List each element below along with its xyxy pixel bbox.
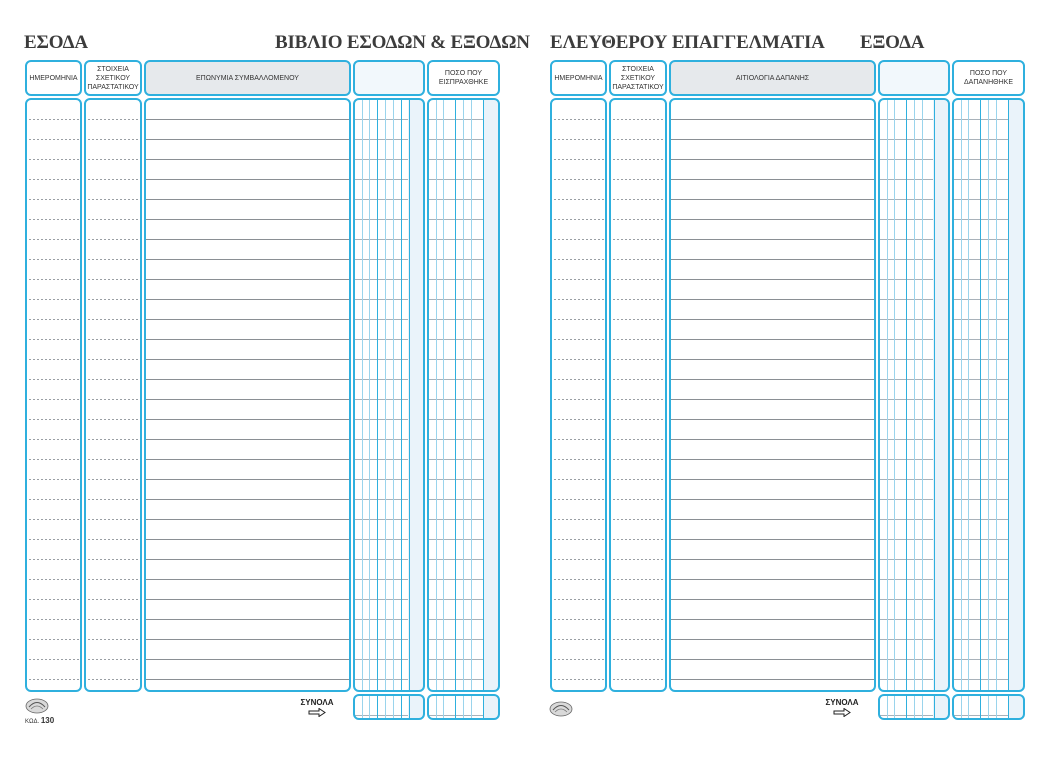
document-column-label: ΣΤΟΙΧΕΙΑ ΣΧΕΤΙΚΟΥ ΠΑΡΑΣΤΑΤΙΚΟΥ [87, 65, 139, 91]
right-document-column-label: ΣΤΟΙΧΕΙΑ ΣΧΕΤΙΚΟΥ ΠΑΡΑΣΤΑΤΙΚΟΥ [612, 65, 664, 91]
product-code-value: 130 [40, 716, 55, 725]
document-column-header [84, 60, 142, 96]
date-column-label: ΗΜΕΡΟΜΗΝΙΑ [29, 74, 78, 82]
logo-icon [25, 697, 49, 715]
amount-column-body [427, 98, 500, 692]
product-code [25, 716, 54, 725]
right-date-column-body [550, 98, 607, 692]
description-column-label: ΑΙΤΙΟΛΟΓΙΑ ΔΑΠΑΝΗΣ [735, 74, 810, 82]
right-totals-spent-box [952, 694, 1025, 720]
name-column-label: ΕΠΩΝΥΜΙΑ ΣΥΜΒΑΛΛΟΜΕΝΟΥ [196, 74, 299, 82]
right-page-title: ΕΛΕΥΘΕΡΟΥ ΕΠΑΓΓΕΛΜΑΤΙΑ [550, 32, 825, 53]
spent-column-label: ΠΟΣΟ ΠΟΥ ΔΑΠΑΝΗΘΗΚΕ [963, 70, 1014, 86]
spent-column-body [952, 98, 1025, 692]
name-column-body [144, 98, 351, 692]
expenses-title: ΕΞΟΔΑ [860, 32, 925, 53]
date-column-header [25, 60, 82, 96]
right-blank-column-header [878, 60, 950, 96]
logo-icon [549, 700, 573, 718]
right-date-column-label: ΗΜΕΡΟΜΗΝΙΑ [554, 74, 603, 82]
blank-column-header [353, 60, 425, 96]
right-blank-column-body [878, 98, 950, 692]
document-column-body [84, 98, 142, 692]
left-page-title: ΕΣΟΔΑ [24, 32, 88, 53]
right-totals [822, 698, 862, 717]
description-column-body [669, 98, 876, 692]
arrow-right-icon [833, 708, 851, 717]
left-totals-blank-box [353, 694, 425, 720]
book-title: ΒΙΒΛΙΟ ΕΣΟΔΩΝ & ΕΞΟΔΩΝ [275, 32, 530, 53]
arrow-right-icon [308, 708, 326, 717]
blank-column-body [353, 98, 425, 692]
spent-column-header [952, 60, 1025, 96]
right-document-column-header [609, 60, 667, 96]
right-date-column-header [550, 60, 607, 96]
name-column-header [144, 60, 351, 96]
date-column-body [25, 98, 82, 692]
product-code-label: ΚΩΔ. [25, 719, 40, 725]
amount-column-label: ΠΟΣΟ ΠΟΥ ΕΙΣΠΡΑΧΘΗΚΕ [438, 70, 489, 86]
description-column-header [669, 60, 876, 96]
right-totals-label: ΣΥΝΟΛΑ [825, 698, 859, 707]
left-totals-amount-box [427, 694, 500, 720]
left-totals-label: ΣΥΝΟΛΑ [300, 698, 334, 707]
left-totals [297, 698, 337, 717]
right-document-column-body [609, 98, 667, 692]
right-totals-blank-box [878, 694, 950, 720]
amount-column-header [427, 60, 500, 96]
